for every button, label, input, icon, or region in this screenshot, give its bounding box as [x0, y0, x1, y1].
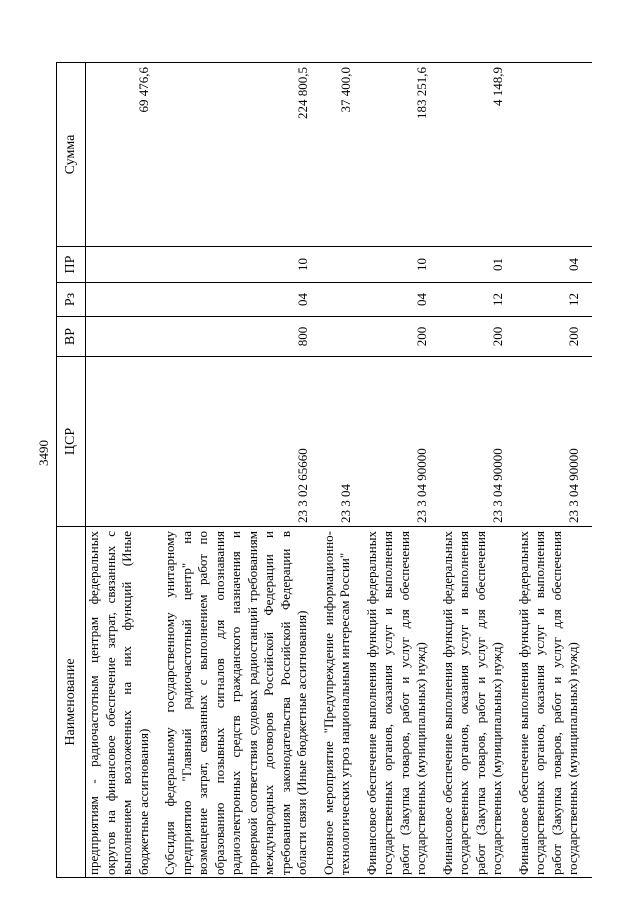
row-name: Финансовое обеспечение выполнения функций федеральных государственных органов, оказания услуг и выполнения работ (Закупка товаров, работ и услуг для обеспечения государственных (муниципальных) нужд)	[516, 527, 592, 878]
header-vr: ВР	[57, 317, 86, 357]
row-name: Основное мероприятие "Предупреждение информационно-технологических угроз национальным интересам России"	[321, 527, 364, 878]
header-pr: ПР	[57, 247, 86, 283]
row-sum: 4 148,9	[440, 63, 516, 247]
row-pr	[86, 247, 163, 283]
row-name: предприятиям - радиочастотным центрам федеральных округов на финансовое обеспечение затрат, связанных с выполнением возложенных на них функций (Иные бюджетные ассигнования)	[86, 527, 163, 878]
row-rz	[86, 283, 163, 317]
row-csr: 23 3 04 90000	[364, 357, 440, 527]
table-row	[321, 63, 364, 878]
header-name: Наименование	[57, 527, 86, 878]
row-vr	[321, 317, 364, 357]
row-name: Субсидия федеральному государственному унитарному предприятию "Главный радиочастотный центр" на возмещение затрат, связанных с выполнением работ по образованию позывных сигналов для опознавания радиоэлектронных средств гражданского назначения и проверкой соответствия судовых радиостанций требованиям международных договоров Российской Федерации и требованиям законодательства Российской Федерации в области связи (Иные бюджетные ассигнования)	[162, 527, 321, 878]
row-csr: 23 3 04 90000	[440, 357, 516, 527]
budget-table	[56, 62, 592, 878]
table-row	[86, 63, 163, 878]
row-vr: 200	[516, 317, 592, 357]
row-csr: 23 3 04 90000	[516, 357, 592, 527]
row-rz: 04	[162, 283, 321, 317]
row-rz: 12	[516, 283, 592, 317]
row-pr: 04	[516, 247, 592, 283]
row-rz: 12	[440, 283, 516, 317]
row-rz: 04	[364, 283, 440, 317]
rotated-page-content	[56, 63, 624, 878]
row-vr	[86, 317, 163, 357]
header-sum: Сумма	[57, 63, 86, 247]
page-number: 3490	[36, 440, 51, 466]
row-csr: 23 3 04	[321, 357, 364, 527]
row-pr: 10	[364, 247, 440, 283]
row-vr: 200	[364, 317, 440, 357]
table-row	[364, 63, 440, 878]
table-row	[162, 63, 321, 878]
row-sum: 224 800,5	[162, 63, 321, 247]
table-header-row	[57, 63, 86, 878]
row-vr: 800	[162, 317, 321, 357]
row-pr	[321, 247, 364, 283]
table-row	[440, 63, 516, 878]
row-name: Финансовое обеспечение выполнения функций федеральных государственных органов, оказания услуг и выполнения работ (Закупка товаров, работ и услуг для обеспечения государственных (муниципальных) нужд)	[364, 527, 440, 878]
row-pr: 01	[440, 247, 516, 283]
row-sum: 69 476,6	[86, 63, 163, 247]
row-name: Финансовое обеспечение выполнения функций федеральных государственных органов, оказания услуг и выполнения работ (Закупка товаров, работ и услуг для обеспечения государственных (муниципальных) нужд)	[440, 527, 516, 878]
header-rz: Рз	[57, 283, 86, 317]
table-row	[516, 63, 592, 878]
row-sum: 183 251,6	[364, 63, 440, 247]
row-pr: 10	[162, 247, 321, 283]
row-sum	[516, 63, 592, 247]
row-csr: 23 3 02 65660	[162, 357, 321, 527]
row-rz	[321, 283, 364, 317]
row-sum: 37 400,0	[321, 63, 364, 247]
row-csr	[86, 357, 163, 527]
header-csr: ЦСР	[57, 357, 86, 527]
row-vr: 200	[440, 317, 516, 357]
